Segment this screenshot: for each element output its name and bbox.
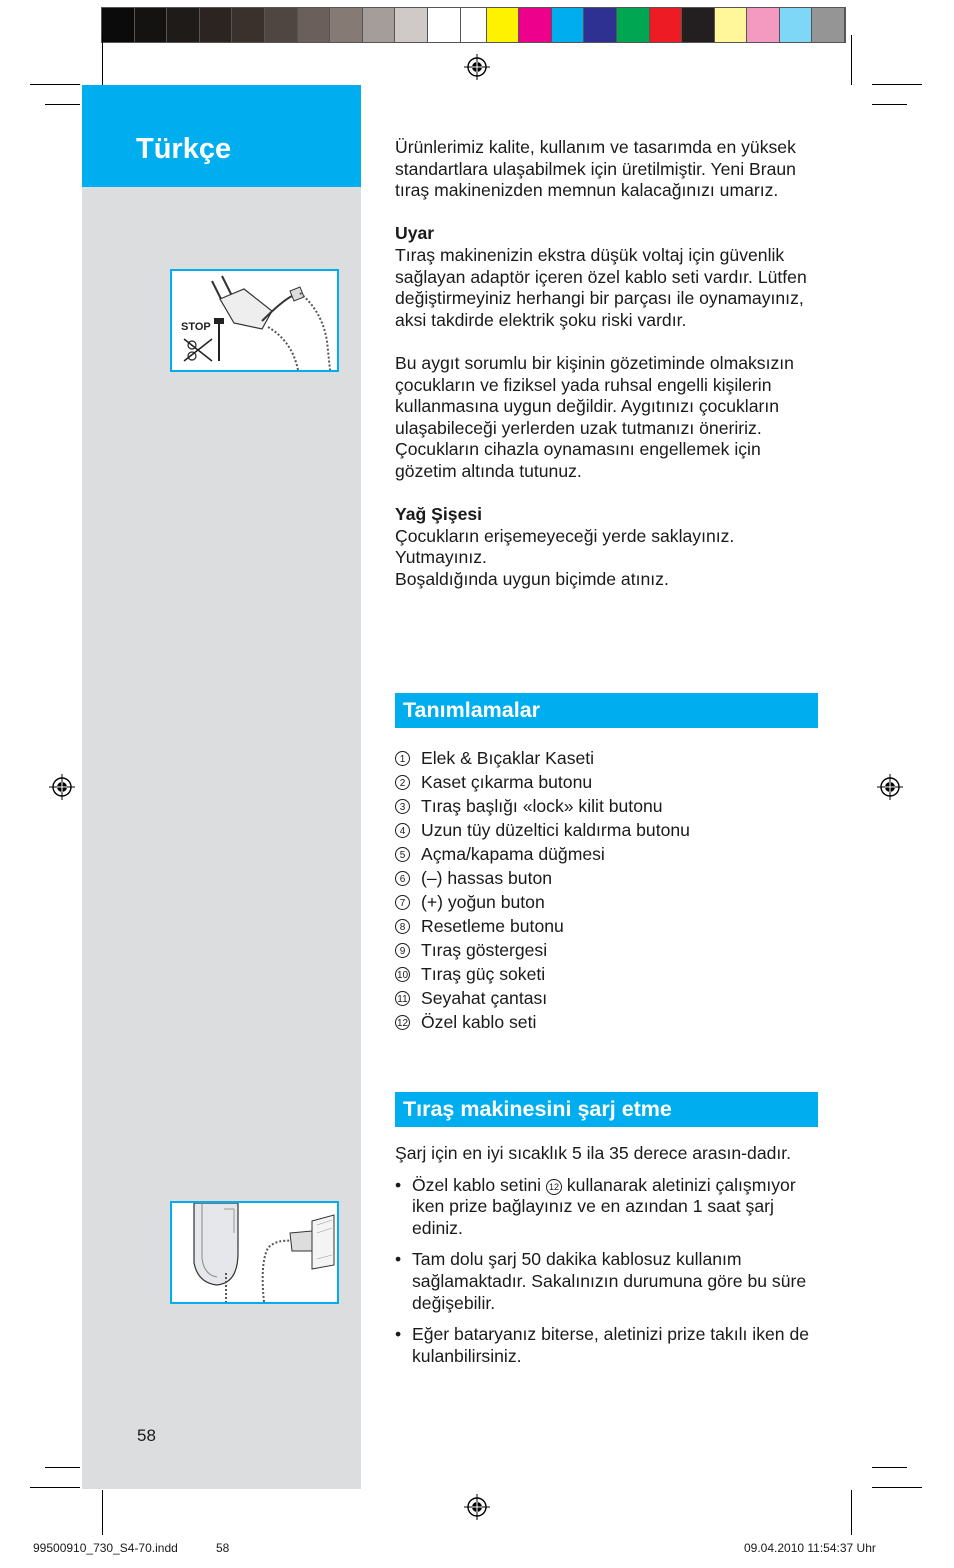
crop-mark <box>45 1467 80 1468</box>
crop-mark <box>45 104 80 105</box>
warning-heading: Uyar <box>395 223 435 244</box>
item-label: Açma/kapama düğmesi <box>421 844 605 864</box>
language-title-band <box>82 85 361 187</box>
list-item <box>395 818 690 842</box>
color-swatch <box>135 8 168 42</box>
item-label: (–) hassas buton <box>421 868 553 888</box>
color-swatch <box>330 8 363 42</box>
item-label: Tıraş başlığı «lock» kilit butonu <box>421 796 663 816</box>
item-number: 11 <box>395 991 410 1006</box>
item-number: 6 <box>395 871 410 886</box>
list-item <box>395 1010 690 1034</box>
charging-intro: Şarj için en iyi sıcaklık 5 ila 35 derece arasın-dadır. <box>395 1143 792 1163</box>
color-swatch <box>650 8 683 42</box>
charging-heading: Tıraş makinesini şarj etme <box>395 1092 818 1127</box>
color-calibration-bar <box>101 7 846 43</box>
crop-mark <box>102 1490 103 1535</box>
color-swatch <box>682 8 715 42</box>
bullet-text: Tam dolu şarj 50 dakika kablosuz kullanım sağlamaktadır. Sakalınızın durumuna göre bu süre değişebilir. <box>412 1249 807 1313</box>
crop-mark <box>872 1487 922 1488</box>
language-title: Türkçe <box>136 133 232 165</box>
list-item <box>395 746 690 770</box>
color-swatch <box>747 8 780 42</box>
color-swatch <box>552 8 585 42</box>
item-number: 4 <box>395 823 410 838</box>
registration-mark-icon <box>462 52 492 82</box>
oil-line: Çocukların erişemeyeceği yerde saklayınız. <box>395 525 735 546</box>
item-label: Seyahat çantası <box>421 988 548 1008</box>
oil-line: Yutmayınız. <box>395 547 487 568</box>
item-label: Resetleme butonu <box>421 916 564 936</box>
color-swatch <box>102 8 135 42</box>
item-label: Elek & Bıçaklar Kaseti <box>421 748 595 768</box>
safety-paragraph: Bu aygıt sorumlu bir kişinin gözetiminde olmaksızın çocukların ve fiziksel yada ruhsal engelli kişilerin kullanmasına uygun değildir. Aygıtınızı çocukların ulaşabileceği yerlerden uzak tutmanızı öneririz. Çocukların cihazla oynamasını engellemek için gözetim altında tutunuz. <box>395 352 794 481</box>
registration-mark-icon <box>47 772 77 802</box>
warning-paragraph: Tıraş makinenizin ekstra düşük voltaj için güvenlik sağlayan adaptör içeren özel kablo seti vardır. Lütfen değiştirmeyiniz herhangi bir parçası ile oynamayınız, aksi takdirde elektrik şoku riski vardır. <box>395 244 807 330</box>
item-number: 9 <box>395 943 410 958</box>
color-bar-gap <box>461 8 487 42</box>
crop-mark <box>872 84 922 85</box>
color-swatch <box>363 8 396 42</box>
bullet-text <box>412 1175 820 1240</box>
list-item <box>395 794 690 818</box>
item-number: 8 <box>395 919 410 934</box>
color-swatch <box>715 8 748 42</box>
color-swatch <box>265 8 298 42</box>
parts-list <box>395 746 690 1034</box>
charging-illustration <box>170 1201 339 1304</box>
color-swatch <box>200 8 233 42</box>
item-number: 7 <box>395 895 410 910</box>
item-number: 2 <box>395 775 410 790</box>
bullet-char: • <box>395 1249 402 1270</box>
color-swatch <box>487 8 520 42</box>
list-item <box>395 914 690 938</box>
cord-warning-illustration <box>170 269 339 372</box>
color-swatch <box>812 8 845 42</box>
crop-mark <box>872 104 907 105</box>
item-label: Kaset çıkarma butonu <box>421 772 593 792</box>
color-swatch <box>167 8 200 42</box>
footer-page: 58 <box>216 1541 230 1555</box>
list-item <box>395 866 690 890</box>
list-item <box>395 1249 820 1314</box>
color-swatch <box>780 8 813 42</box>
descriptions-heading: Tanımlamalar <box>395 693 818 728</box>
item-label: (+) yoğun buton <box>421 892 545 912</box>
registration-mark-icon <box>462 1492 492 1522</box>
list-item <box>395 1324 820 1367</box>
registration-mark-icon <box>875 772 905 802</box>
shaver-plug-icon <box>172 1203 337 1302</box>
bullet-text-pre: Özel kablo setini <box>412 1174 542 1195</box>
reference-number: 12 <box>546 1179 562 1195</box>
color-swatch <box>298 8 331 42</box>
stop-label: STOP <box>181 321 211 333</box>
plug-cord-icon <box>172 271 337 370</box>
list-item <box>395 890 690 914</box>
color-swatch <box>584 8 617 42</box>
bullet-text: Eğer bataryanız biterse, aletinizi prize takılı iken de kulanbilirsiniz. <box>412 1324 810 1366</box>
item-label: Tıraş güç soketi <box>421 964 546 984</box>
intro-section <box>395 137 820 590</box>
list-item <box>395 962 690 986</box>
item-label: Tıraş göstergesi <box>421 940 548 960</box>
intro-paragraph: Ürünlerimiz kalite, kullanım ve tasarımda en yüksek standartlara ulaşabilmek için üretilmiştir. Yeni Braun tıraş makinenizden memnun kalacağınızı umarız. <box>395 137 796 201</box>
item-number: 12 <box>395 1015 410 1030</box>
bullet-text-post: kullanarak aletinizi çalışmıyor iken prize bağlayınız ve en azından 1 saat şarj ediniz. <box>412 1174 796 1238</box>
color-swatch <box>617 8 650 42</box>
page-number: 58 <box>137 1426 156 1445</box>
oil-line: Boşaldığında uygun biçimde atınız. <box>395 568 669 589</box>
crop-mark <box>872 1467 907 1468</box>
footer-timestamp: 09.04.2010 11:54:37 Uhr <box>744 1541 876 1555</box>
item-number: 10 <box>395 967 410 982</box>
item-number: 5 <box>395 847 410 862</box>
crop-mark <box>30 84 80 85</box>
item-number: 3 <box>395 799 410 814</box>
list-item <box>395 770 690 794</box>
charging-section <box>395 1143 820 1367</box>
list-item <box>395 1175 820 1240</box>
item-number: 1 <box>395 751 410 766</box>
color-swatch <box>428 8 461 42</box>
item-label: Özel kablo seti <box>421 1012 537 1032</box>
footer-filename: 99500910_730_S4-70.indd <box>33 1541 178 1555</box>
list-item <box>395 986 690 1010</box>
color-swatch <box>519 8 552 42</box>
list-item <box>395 938 690 962</box>
bullet-char: • <box>395 1174 402 1195</box>
crop-mark <box>851 1490 852 1535</box>
list-item <box>395 842 690 866</box>
crop-mark <box>851 35 852 85</box>
crop-mark <box>102 35 103 85</box>
crop-mark <box>30 1487 80 1488</box>
oil-heading: Yağ Şişesi <box>395 504 483 525</box>
color-swatch <box>232 8 265 42</box>
item-label: Uzun tüy düzeltici kaldırma butonu <box>421 820 690 840</box>
bullet-char: • <box>395 1324 402 1345</box>
color-swatch <box>395 8 428 42</box>
